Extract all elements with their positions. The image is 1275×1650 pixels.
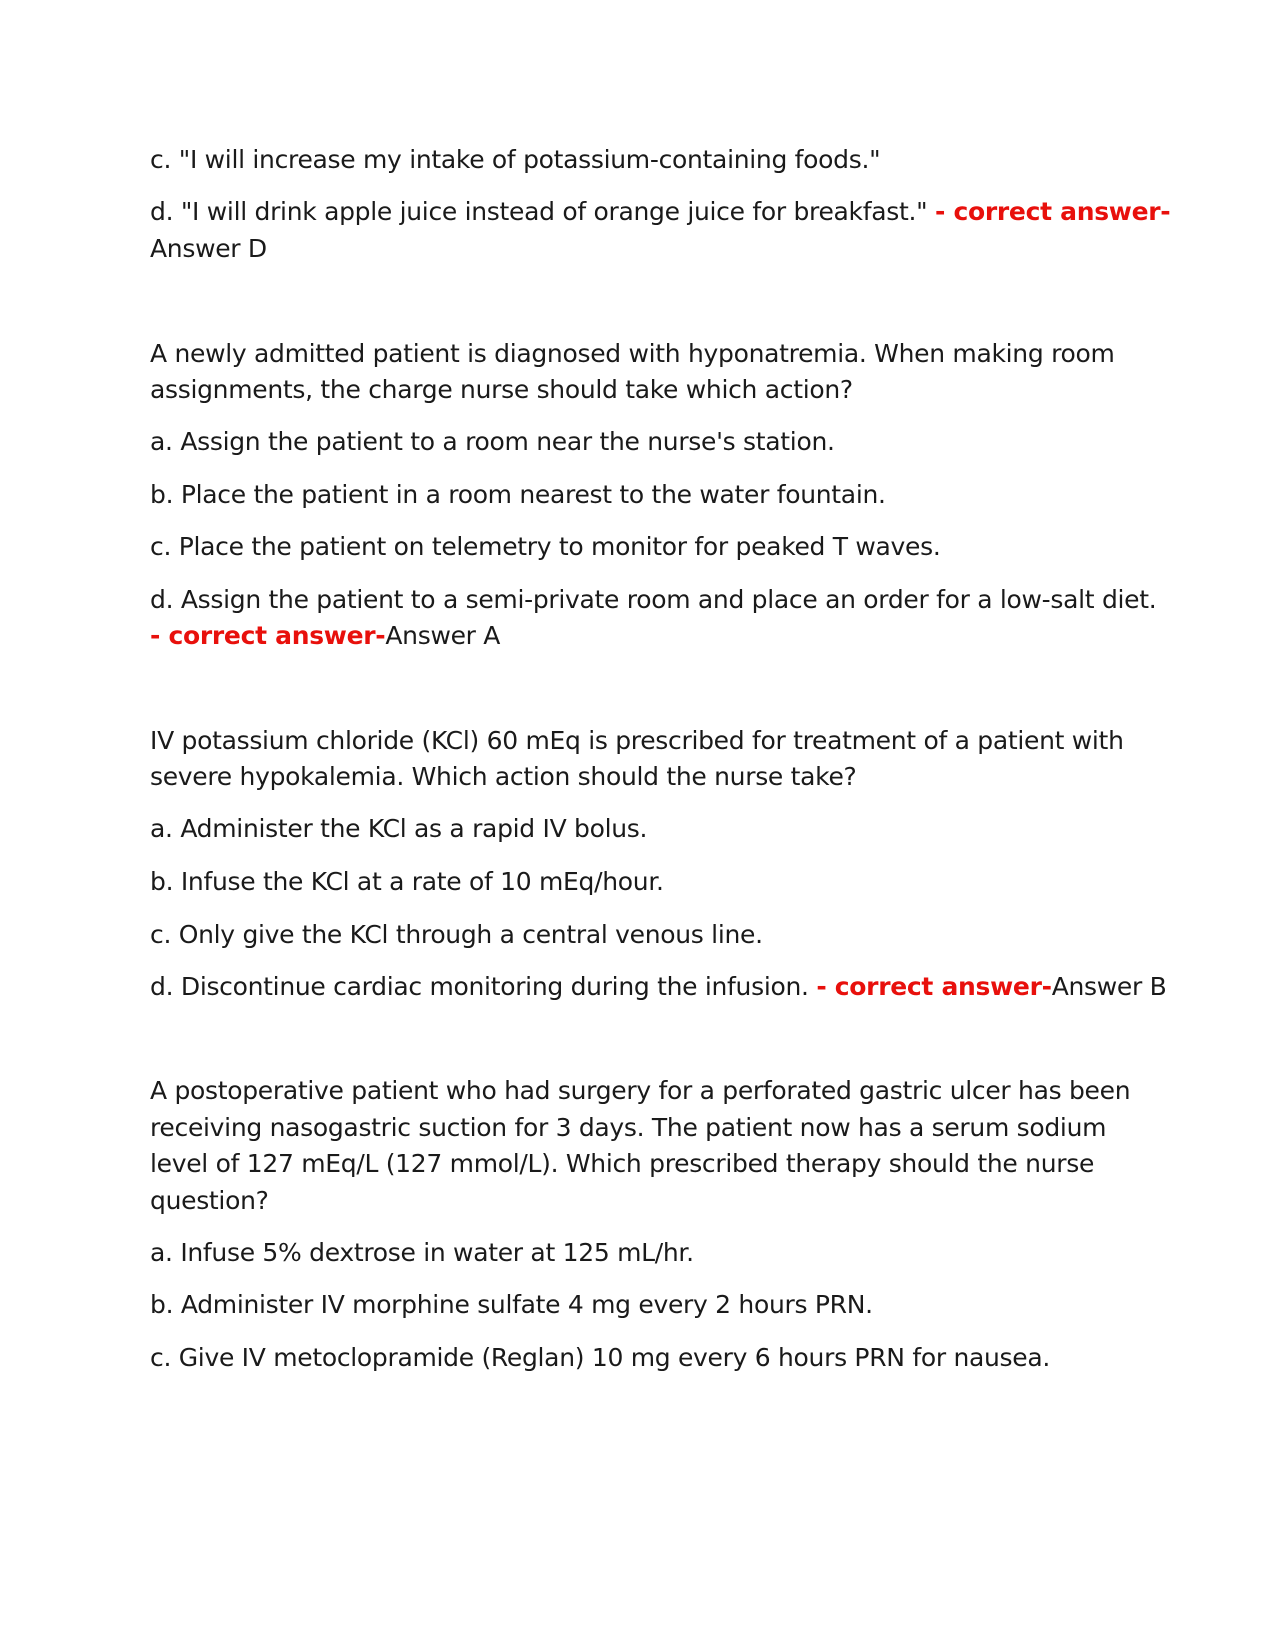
correct-answer-marker: - correct answer- bbox=[935, 197, 1171, 226]
option-text: d. "I will drink apple juice instead of orange juice for breakfast." bbox=[150, 197, 928, 226]
q1-stem-line-1: A newly admitted patient is diagnosed with hyponatremia. When making room bbox=[150, 339, 1115, 368]
q3-option-c: c. Give IV metoclopramide (Reglan) 10 mg every 6 hours PRN for nausea. bbox=[150, 1343, 1051, 1372]
q3-stem-line-3: level of 127 mEq/L (127 mmol/L). Which prescribed therapy should the nurse bbox=[150, 1149, 1095, 1178]
correct-answer-marker: - correct answer- bbox=[816, 972, 1052, 1001]
q1-option-d: d. Assign the patient to a semi-private room and place an order for a low-salt diet. bbox=[150, 585, 1157, 614]
fragment-option-d bbox=[150, 193, 1171, 231]
q2-stem-line-2: severe hypokalemia. Which action should the nurse take? bbox=[150, 762, 857, 791]
q2-option-a: a. Administer the KCl as a rapid IV bolus. bbox=[150, 814, 648, 843]
q1-stem-line-2: assignments, the charge nurse should take which action? bbox=[150, 375, 853, 404]
q2-stem-line-1: IV potassium chloride (KCl) 60 mEq is prescribed for treatment of a patient with bbox=[150, 726, 1124, 755]
q1-option-b: b. Place the patient in a room nearest to the water fountain. bbox=[150, 480, 886, 509]
q3-stem-line-2: receiving nasogastric suction for 3 days. The patient now has a serum sodium bbox=[150, 1113, 1107, 1142]
q2-option-b: b. Infuse the KCl at a rate of 10 mEq/hour. bbox=[150, 867, 664, 896]
q2-option-c: c. Only give the KCl through a central venous line. bbox=[150, 920, 763, 949]
q3-stem-line-4: question? bbox=[150, 1186, 269, 1215]
answer-text: Answer A bbox=[385, 621, 501, 650]
correct-answer-marker: - correct answer- bbox=[150, 621, 386, 650]
q1-answer-line bbox=[150, 617, 1150, 655]
q3-option-b: b. Administer IV morphine sulfate 4 mg every 2 hours PRN. bbox=[150, 1290, 873, 1319]
q3-stem-line-1: A postoperative patient who had surgery for a perforated gastric ulcer has been bbox=[150, 1076, 1131, 1105]
answer-text: Answer B bbox=[1051, 972, 1167, 1001]
q2-option-d bbox=[150, 968, 1167, 1006]
q1-option-a: a. Assign the patient to a room near the nurse's station. bbox=[150, 427, 835, 456]
option-text: c. "I will increase my intake of potassium-containing foods." bbox=[150, 145, 881, 174]
q1-option-c: c. Place the patient on telemetry to monitor for peaked T waves. bbox=[150, 532, 941, 561]
answer-text: Answer D bbox=[150, 234, 267, 263]
q3-option-a: a. Infuse 5% dextrose in water at 125 mL/hr. bbox=[150, 1238, 694, 1267]
option-text: d. Discontinue cardiac monitoring during the infusion. bbox=[150, 972, 809, 1001]
fragment-option-c bbox=[150, 141, 1150, 179]
fragment-answer bbox=[150, 230, 1150, 268]
